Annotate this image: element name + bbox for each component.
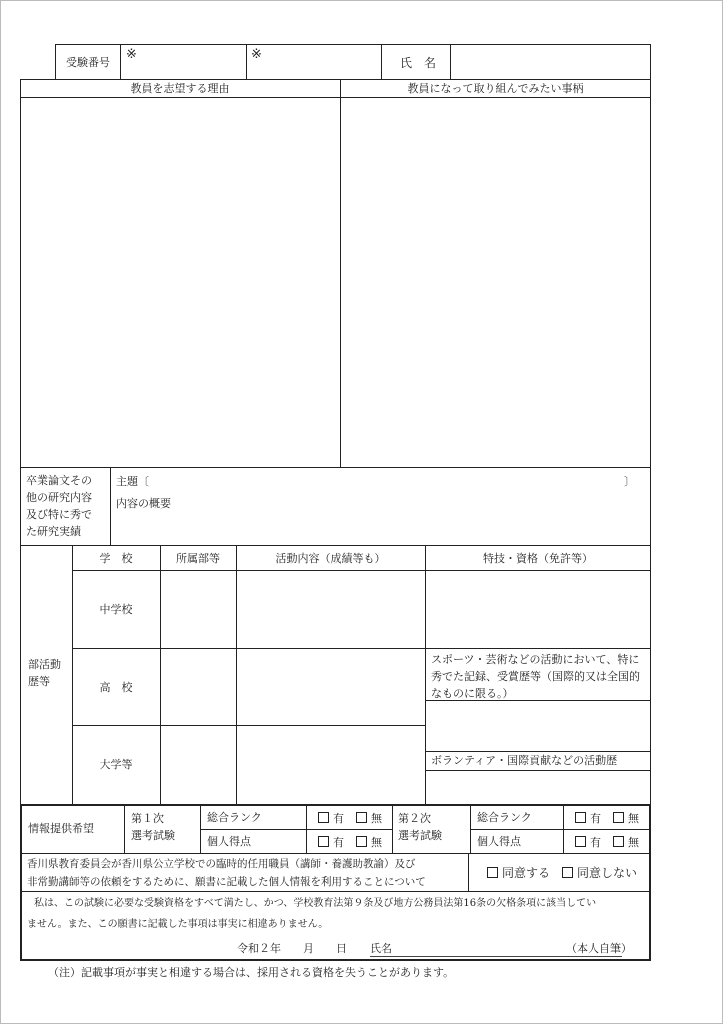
activity-content-field[interactable] bbox=[237, 571, 425, 648]
second-overall-rank-label: 総合ランク bbox=[477, 811, 532, 824]
declaration-line-1: 私は、この試験に必要な受験資格をすべて満たし、かつ、学校教育法第９条及び地方公務員法第16条の欠格条項に該当してい bbox=[34, 898, 597, 909]
checkbox-icon bbox=[613, 812, 624, 823]
theme-field[interactable] bbox=[160, 470, 620, 490]
volunteer-title: ボランティア・国際貢献などの活動歴 bbox=[431, 754, 618, 767]
col-content: 活動内容（成績等も） bbox=[275, 552, 386, 565]
col-dept: 所属部等 bbox=[176, 552, 220, 565]
declaration-date: 令和２年 月 日 bbox=[237, 942, 347, 955]
first-overall-rank-label: 総合ランク bbox=[207, 811, 262, 824]
office-use-mark-2: ※ bbox=[251, 47, 262, 62]
motive-textarea[interactable] bbox=[21, 98, 340, 467]
row-university: 大学等 bbox=[99, 758, 133, 771]
consent-text-line: 香川県教育委員会が香川県公立学校での臨時的任用職員（講師・養護助教諭）及び bbox=[27, 858, 416, 870]
checkbox-icon bbox=[562, 867, 573, 878]
name-field[interactable] bbox=[451, 45, 650, 78]
row-junior-high: 中学校 bbox=[99, 603, 133, 616]
summary-label: 内容の概要 bbox=[116, 497, 171, 510]
exam-number-field[interactable] bbox=[121, 45, 245, 78]
checkbox-icon bbox=[487, 867, 498, 878]
checkbox-icon bbox=[318, 812, 329, 823]
first-rank-yes-checkbox[interactable]: 有 bbox=[318, 812, 344, 826]
checkbox-icon bbox=[575, 836, 586, 847]
first-rank-no-checkbox[interactable]: 無 bbox=[356, 812, 382, 826]
theme-close-bracket: 〕 bbox=[624, 475, 635, 488]
first-personal-score-label: 個人得点 bbox=[207, 835, 251, 848]
second-score-yes-checkbox[interactable]: 有 bbox=[575, 836, 601, 850]
first-score-yes-checkbox[interactable]: 有 bbox=[318, 836, 344, 850]
exam-number-label: 受験番号 bbox=[66, 56, 110, 69]
second-rank-yes-checkbox[interactable]: 有 bbox=[575, 812, 601, 826]
col-school: 学 校 bbox=[99, 552, 133, 565]
aims-title: 教員になって取り組んでみたい事柄 bbox=[407, 82, 584, 95]
second-rank-no-checkbox[interactable]: 無 bbox=[613, 812, 639, 826]
activity-dept-field[interactable] bbox=[161, 571, 236, 648]
checkbox-icon bbox=[356, 812, 367, 823]
summary-textarea[interactable] bbox=[112, 512, 649, 544]
activity-content-field[interactable] bbox=[237, 726, 425, 804]
disagree-checkbox[interactable]: 同意しない bbox=[562, 866, 637, 880]
checkbox-icon bbox=[575, 812, 586, 823]
sports-note: スポーツ・芸術などの活動において、特に秀でた記録、受賞歴等（国際的又は全国的なものに限る。） bbox=[431, 653, 640, 700]
motive-title: 教員を志望する理由 bbox=[130, 82, 230, 95]
checkbox-icon bbox=[356, 836, 367, 847]
aims-textarea[interactable] bbox=[341, 98, 650, 467]
theme-label: 主題〔 bbox=[116, 475, 149, 488]
second-score-no-checkbox[interactable]: 無 bbox=[613, 836, 639, 850]
research-label-line: 卒業論文その bbox=[26, 474, 92, 487]
signature-name-label: 氏名 bbox=[370, 942, 392, 955]
research-label-line: 他の研究内容 bbox=[26, 491, 92, 504]
research-label-line: 及び特に秀で bbox=[26, 508, 92, 521]
checkbox-icon bbox=[318, 836, 329, 847]
second-personal-score-label: 個人得点 bbox=[477, 835, 521, 848]
second-exam-label: 選考試験 bbox=[398, 829, 442, 842]
office-field[interactable] bbox=[247, 45, 380, 78]
research-label-line: た研究実績 bbox=[26, 525, 81, 538]
activity-content-field[interactable] bbox=[237, 649, 425, 725]
first-score-no-checkbox[interactable]: 無 bbox=[356, 836, 382, 850]
info-request-label: 情報提供希望 bbox=[28, 822, 94, 835]
signature-underline bbox=[370, 956, 622, 957]
skills-title: 特技・資格（免許等） bbox=[483, 552, 593, 565]
volunteer-field[interactable] bbox=[426, 771, 650, 804]
skills-field[interactable] bbox=[426, 571, 650, 648]
signature-field[interactable] bbox=[394, 938, 564, 956]
signature-note: （本人自筆） bbox=[566, 942, 632, 955]
row-high-school: 高 校 bbox=[99, 681, 133, 694]
first-exam-label: 選考試験 bbox=[131, 829, 175, 842]
activity-dept-field[interactable] bbox=[161, 649, 236, 725]
activities-side-label: 歴等 bbox=[28, 675, 50, 688]
agree-checkbox[interactable]: 同意する bbox=[487, 866, 550, 880]
consent-text-line: 非常勤講師等の依頼をするために、願書に記載した個人情報を利用することについて bbox=[27, 876, 426, 888]
office-use-mark: ※ bbox=[126, 47, 137, 62]
declaration-line-2: ません。また、この願書に記載した事項は事実に相違ありません。 bbox=[27, 919, 329, 930]
second-exam-label: 第２次 bbox=[398, 812, 431, 825]
activity-dept-field[interactable] bbox=[161, 726, 236, 804]
checkbox-icon bbox=[613, 836, 624, 847]
activities-side-label: 部活動 bbox=[28, 658, 61, 671]
first-exam-label: 第１次 bbox=[131, 812, 164, 825]
name-label: 氏 名 bbox=[400, 56, 437, 70]
awards-field[interactable] bbox=[426, 701, 650, 751]
footnote: （注）記載事項が事実と相違する場合は、採用される資格を失うことがあります。 bbox=[48, 966, 455, 979]
